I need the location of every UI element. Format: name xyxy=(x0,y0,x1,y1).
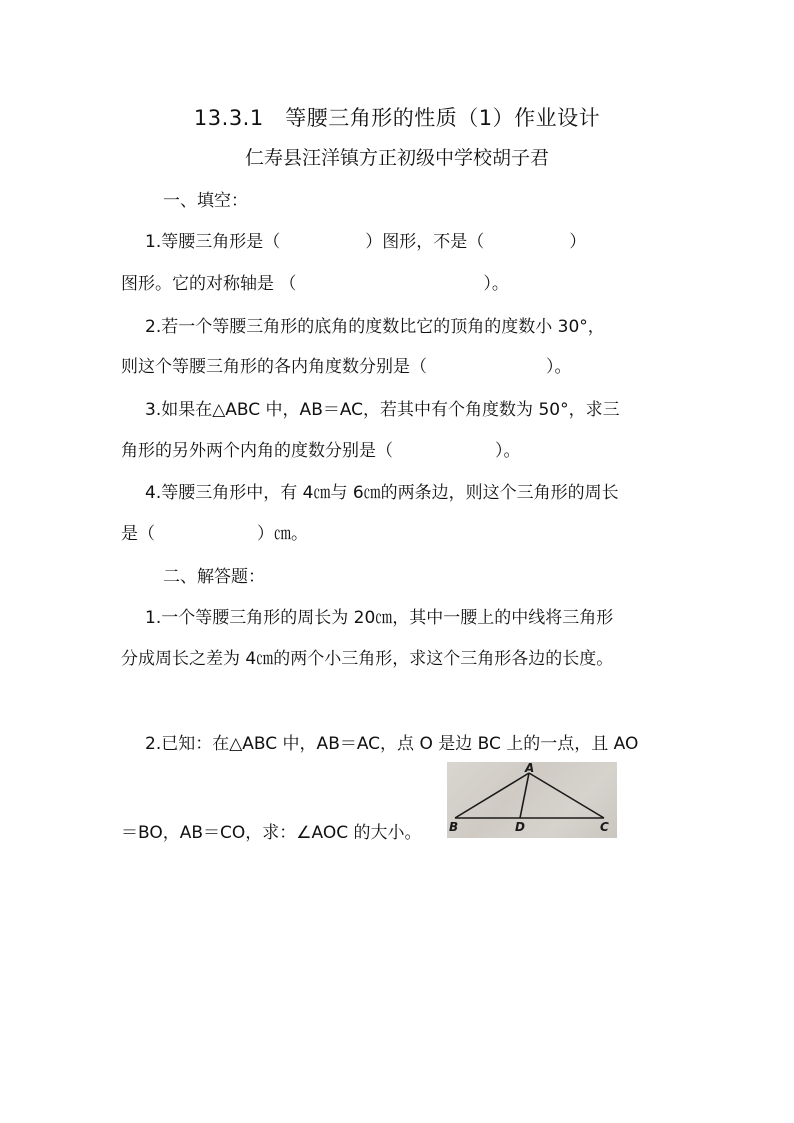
segment-ab xyxy=(455,773,529,818)
section-heading-answer: 二、解答题： xyxy=(163,567,265,587)
question-line: 角形的另外两个内角的度数分别是（ ）。 xyxy=(121,441,521,461)
question-line: 图形。它的对称轴是 （ ）。 xyxy=(121,274,509,294)
document-author: 仁寿县汪洋镇方正初级中学校胡子君 xyxy=(244,147,549,169)
label-d: D xyxy=(515,820,525,834)
label-c: C xyxy=(600,820,609,834)
question-line: 4.等腰三角形中，有 4㎝与 6㎝的两条边，则这个三角形的周长 xyxy=(145,483,619,503)
section-heading-fill-in: 一、填空： xyxy=(163,191,248,211)
triangle-diagram xyxy=(447,762,617,838)
label-a: A xyxy=(525,762,535,775)
question-line: 2.已知：在△ABC 中，AB＝AC，点 O 是边 BC 上的一点，且 AO xyxy=(145,734,639,754)
question-line: 分成周长之差为 4㎝的两个小三角形，求这个三角形各边的长度。 xyxy=(121,649,614,669)
document-title: 13.3.1 等腰三角形的性质（1）作业设计 xyxy=(193,106,601,130)
question-line: 是（ ）㎝。 xyxy=(121,524,308,544)
question-line: 1.等腰三角形是（ ）图形，不是（ ） xyxy=(145,232,587,252)
question-line: 3.如果在△ABC 中，AB＝AC，若其中有个角度数为 50°，求三 xyxy=(145,400,620,420)
segment-ac xyxy=(529,773,604,818)
question-line: 1.一个等腰三角形的周长为 20㎝，其中一腰上的中线将三角形 xyxy=(145,608,614,628)
triangle-figure xyxy=(447,762,617,838)
question-line: ＝BO，AB＝CO，求：∠AOC 的大小。 xyxy=(121,823,422,843)
segment-ad xyxy=(520,773,529,818)
question-line: 2.若一个等腰三角形的底角的度数比它的顶角的度数小 30°， xyxy=(145,317,605,337)
label-b: B xyxy=(449,820,459,834)
question-line: 则这个等腰三角形的各内角度数分别是（ ）。 xyxy=(121,357,572,377)
